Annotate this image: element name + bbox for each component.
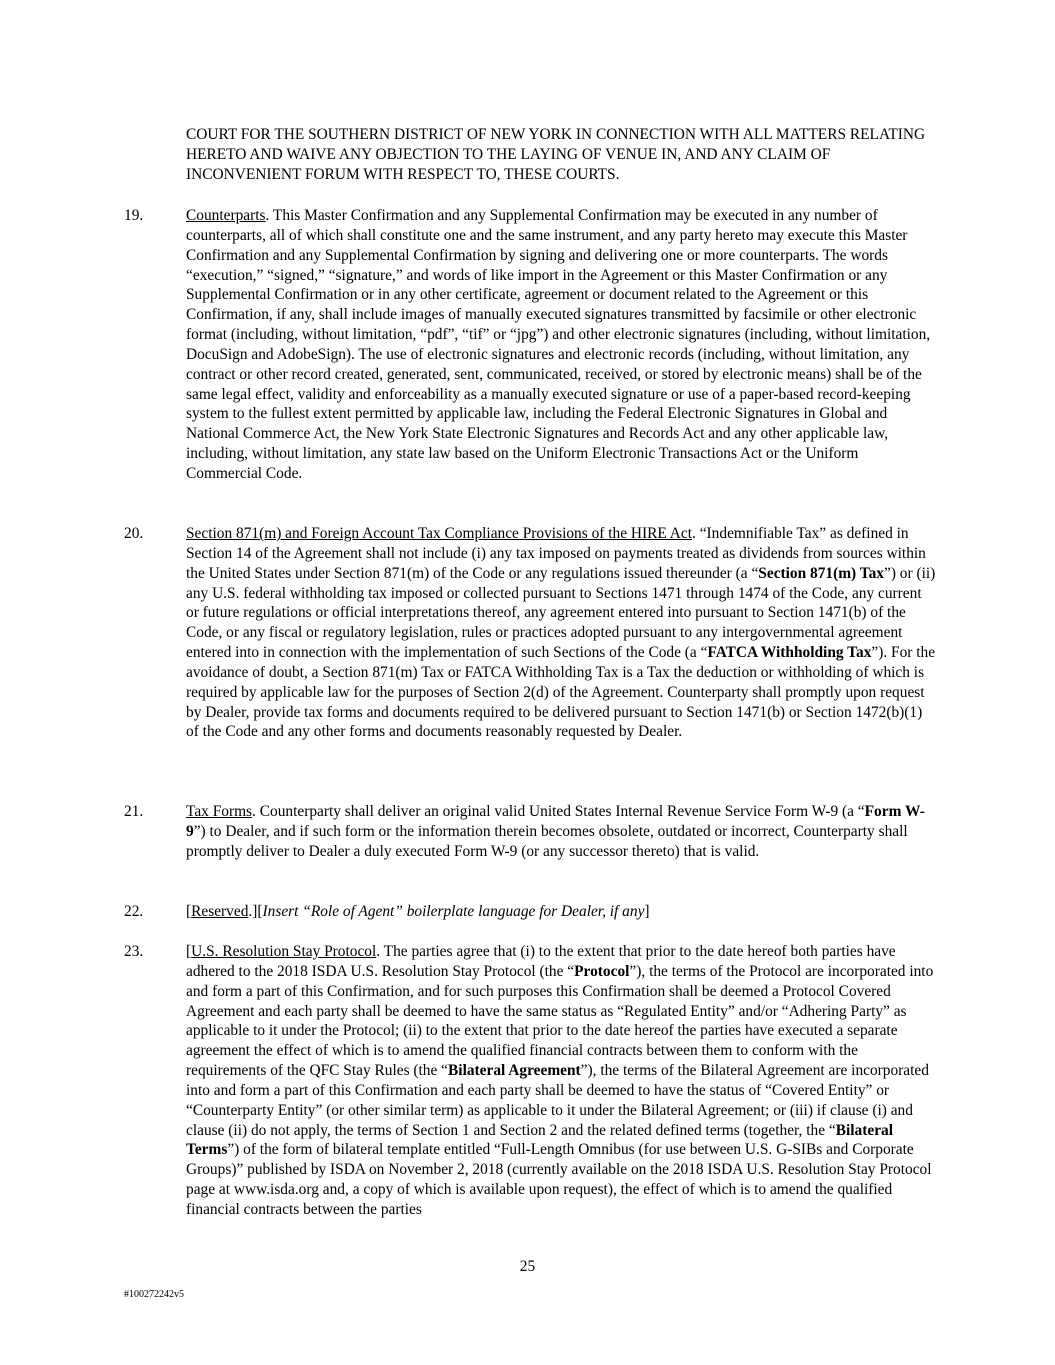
section-19-body bbox=[186, 206, 936, 484]
section-23-heading: U.S. Resolution Stay Protocol bbox=[191, 943, 377, 960]
section-22-text-1: .][ bbox=[248, 903, 263, 920]
section-20-text-1: . “Indemnifiable Tax” as defined in Section 14 of the Agreement shall not include (i) any tax imposed on payments treated as dividends from sources within the United States under Section 871(m) of the Code or any regulations issued thereunder (a “ bbox=[186, 525, 926, 582]
section-23-number: 23. bbox=[124, 943, 144, 960]
section-21-text-2: ”) to Dealer, and if such form or the information therein becomes obsolete, outdated or incorrect, Counterparty shall promptly deliver to Dealer a duly executed Form W-9 (or any successor thereto) that is valid. bbox=[186, 822, 908, 860]
section-22-body bbox=[186, 902, 936, 922]
section-20-body bbox=[186, 524, 936, 742]
section-21-number: 21. bbox=[124, 803, 144, 820]
section-19-number: 19. bbox=[124, 207, 144, 224]
defined-term-form-w9: Form W-9 bbox=[186, 803, 925, 840]
section-20-text-3: ”). For the avoidance of doubt, a Section 871(m) Tax or FATCA Withholding Tax is a Tax the deduction or withholding of which is required by applicable law for the purposes of Section 2(d) of the Agreement. Counterparty shall promptly upon request by Dealer, provide tax forms and documents required to be delivered pursuant to Section 1471(b) or Section 1472(b)(1) of the Code and any other forms and documents reasonably requested by Dealer. bbox=[186, 644, 936, 741]
defined-term-bilateral-terms: Bilateral Terms bbox=[186, 1121, 893, 1159]
page-number: 25 bbox=[519, 1258, 536, 1275]
section-21-heading: Tax Forms bbox=[186, 803, 253, 820]
section-23-text-1: . The parties agree that (i) to the extent that prior to the date hereof both parties have adhered to the 2018 ISDA U.S. Resolution Stay Protocol (the “ bbox=[186, 943, 896, 980]
intro-paragraph: COURT FOR THE SOUTHERN DISTRICT OF NEW YORK IN CONNECTION WITH ALL MATTERS RELATING HERETO AND WAIVE ANY OBJECTION TO THE LAYING OF VENUE IN, AND ANY CLAIM OF INCONVENIENT FORUM WITH RESPECT TO, THESE COURTS. bbox=[186, 126, 926, 183]
section-20-text-2: ”) or (ii) any U.S. federal withholding tax imposed or collected pursuant to Sections 1471 through 1474 of the Code, any current or future regulations or official interpretations thereof, any agreement entered into pursuant to Section 1471(b) of the Code, or any fiscal or regulatory legislation, rules or practices adopted pursuant to any intergovernmental agreement entered into in connection with the implementation of such Sections of the Code (a “ bbox=[186, 564, 936, 662]
section-23-text-2: ”), the terms of the Protocol are incorporated into and form a part of this Confirmation, and for such purposes this Confirmation shall be deemed a Protocol Covered Agreement and each party shall be deemed to have the same status as “Regulated Entity” and/or “Adhering Party” as applicable to it under the Protocol; (ii) to the extent that prior to the date hereof the parties have executed a separate agreement the effect of which is to amend the qualified financial contracts between them to conform with the requirements of the QFC Stay Rules (the “ bbox=[186, 962, 934, 1080]
section-23-text-4: ”) of the form of bilateral template entitled “Full-Length Omnibus (for use between U.S. G-SIBs and Corporate Groups)” published by ISDA on November 2, 2018 (currently available on the 2018 ISDA U.S. Resolution Stay Protocol page at www.isda.org and, a copy of which is available upon request), the effect of which is to amend the qualified financial contracts between the parties bbox=[186, 1141, 932, 1218]
section-22-number: 22. bbox=[124, 903, 144, 920]
section-20-number: 20. bbox=[124, 525, 144, 542]
section-23-text-3: ”), the terms of the Bilateral Agreement are incorporated into and form a part of this Confirmation and each party shall be deemed to have the status of “Covered Entity” or “Counterparty Entity” (or other similar term) as applicable to it under the Bilateral Agreement; or (iii) if clause (i) and clause (ii) do not apply, the terms of Section 1 and Section 2 and the related defined terms (together, the “ bbox=[186, 1062, 929, 1139]
section-21-body bbox=[186, 802, 936, 862]
section-20-heading: Section 871(m) and Foreign Account Tax Compliance Provisions of the HIRE Act bbox=[186, 525, 693, 542]
defined-term-section-871m-tax: Section 871(m) Tax bbox=[758, 564, 884, 582]
defined-term-protocol: Protocol bbox=[574, 962, 630, 980]
section-22-placeholder: Insert “Role of Agent” boilerplate language for Dealer, if any bbox=[262, 903, 645, 920]
section-19-text: . This Master Confirmation and any Supplemental Confirmation may be executed in any number of counterparts, all of which shall constitute one and the same instrument, and any party hereto may execute this Master Confirmation and any Supplemental Confirmation by signing and delivering one or more counterparts. The words “execution,” “signed,” “signature,” and words of like import in the Agreement or this Master Confirmation or any Supplemental Confirmation or in any other certificate, agreement or document related to the Agreement or this Confirmation, if any, shall include images of manually executed signatures transmitted by facsimile or other electronic format (including, without limitation, “pdf”, “tif” or “jpg”) and other electronic signatures (including, without limitation, DocuSign and AdobeSign). The use of electronic signatures and electronic records (including, without limitation, any contract or other record created, generated, sent, communicated, received, or stored by electronic means) shall be of the same legal effect, validity and enforceability as a manually executed signature or use of a paper-based record-keeping system to the fullest extent permitted by applicable law, including the Federal Electronic Signatures in Global and National Commerce Act, the New York State Electronic Signatures and Records Act and any other applicable law, including, without limitation, any state law based on the Uniform Electronic Transactions Act or the Uniform Commercial Code. bbox=[186, 207, 931, 482]
section-22-bracket-open: [ bbox=[186, 903, 192, 920]
section-23-body bbox=[186, 942, 936, 1220]
section-19-heading: Counterparts bbox=[186, 207, 266, 224]
defined-term-fatca-withholding-tax: FATCA Withholding Tax bbox=[707, 644, 872, 662]
section-21-text-1: . Counterparty shall deliver an original valid United States Internal Revenue Service Form W-9 (a “ bbox=[252, 803, 865, 820]
section-22-bracket-close: ] bbox=[644, 903, 650, 920]
defined-term-bilateral-agreement: Bilateral Agreement bbox=[448, 1062, 581, 1080]
document-id: #100272242v5 bbox=[124, 1289, 184, 1300]
section-22-heading: Reserved bbox=[191, 903, 249, 920]
section-23-bracket-open: [ bbox=[186, 943, 192, 960]
